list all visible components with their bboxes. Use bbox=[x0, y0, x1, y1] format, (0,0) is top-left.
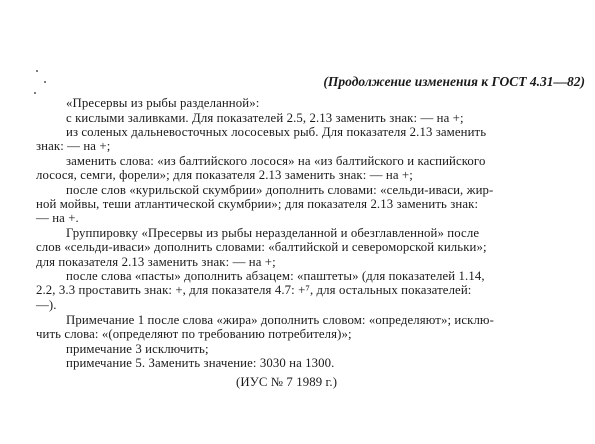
text-line: «Пресервы из рыбы разделанной»: bbox=[66, 96, 260, 110]
text-line: лосося, семги, форели»; для показателя 2.13 заменить знак: — на +; bbox=[36, 168, 413, 182]
text-line: слов «сельди-иваси» дополнить словами: «балтийской и североморской кильки»; bbox=[36, 240, 487, 254]
source-reference: (ИУС № 7 1989 г.) bbox=[236, 375, 338, 389]
text-line: Примечание 1 после слова «жира» дополнить словом: «определяют»; исклю- bbox=[66, 313, 494, 327]
scan-speck bbox=[36, 70, 38, 72]
continuation-header: (Продолжение изменения к ГОСТ 4.31—82) bbox=[323, 74, 585, 89]
text-line: чить слова: «(определяют по требованию потребителя)»; bbox=[36, 327, 352, 341]
text-line: примечание 3 исключить; bbox=[66, 342, 209, 356]
text-line: примечание 5. Заменить значение: 3030 на 1300. bbox=[66, 356, 335, 370]
text-line: после слова «пасты» дополнить абзацем: «паштеты» (для показателей 1.14, bbox=[66, 269, 485, 283]
text-line: 2.2, 3.3 проставить знак: +, для показателя 4.7: +⁷, для остальных показателей: bbox=[36, 283, 472, 297]
text-line: ной мойвы, теши атлантической скумбрии»; для показателя 2.13 заменить знак: bbox=[36, 197, 479, 211]
scan-speck bbox=[34, 92, 36, 94]
text-line: — на +. bbox=[36, 211, 79, 225]
text-line: из соленых дальневосточных лососевых рыб. Для показателя 2.13 заменить bbox=[66, 125, 487, 139]
text-line: после слов «курильской скумбрии» дополнить словами: «сельди-иваси, жир- bbox=[66, 183, 494, 197]
text-line: с кислыми заливками. Для показателей 2.5, 2.13 заменить знак: — на +; bbox=[66, 111, 464, 125]
text-line: —). bbox=[36, 298, 57, 312]
text-line: заменить слова: «из балтийского лосося» на «из балтийского и каспийского bbox=[66, 154, 486, 168]
text-line: знак: — на +; bbox=[36, 139, 111, 153]
scan-speck bbox=[44, 81, 46, 83]
text-line: Группировку «Пресервы из рыбы неразделанной и обезглавленной» после bbox=[66, 226, 480, 240]
text-line: для показателя 2.13 заменить знак: — на +; bbox=[36, 255, 276, 269]
